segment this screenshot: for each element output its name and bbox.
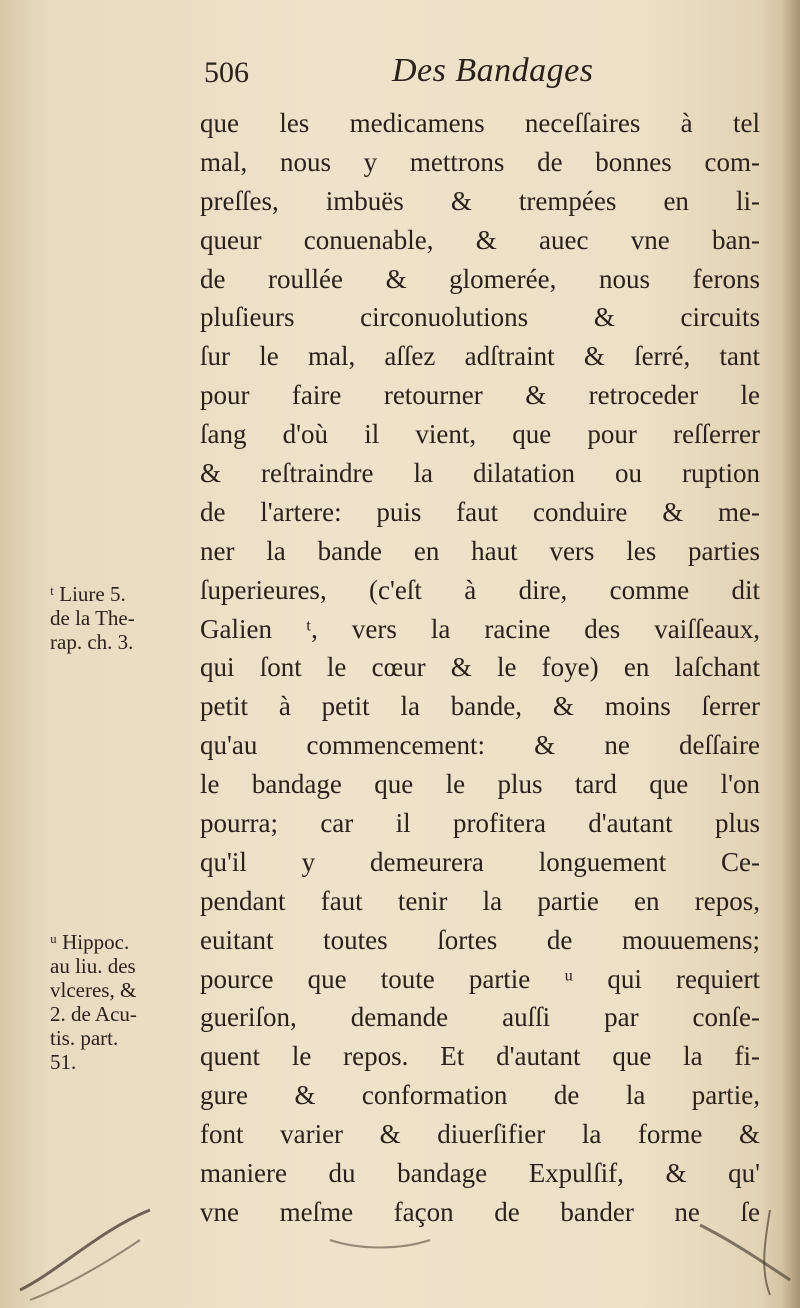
text-line: de roullée & glomerée, nous ferons	[200, 263, 760, 294]
text-line: queur conuenable, & auec vne ban-	[200, 224, 760, 255]
margin-note-u	[50, 930, 137, 1074]
text-line: gure & conformation de la partie,	[200, 1080, 760, 1111]
text-line: petit à petit la bande, & moins ſerrer	[200, 691, 760, 722]
margin-note-line: ᵘ Hippoc.	[50, 930, 130, 954]
margin-note-line: ᵗ Liure 5.	[50, 582, 126, 606]
text-line: quent le repos. Et d'autant que la fi-	[200, 1041, 760, 1072]
text-line: ſur le mal, aſſez adſtraint & ſerré, tant	[200, 341, 760, 372]
margin-note-t	[50, 582, 135, 654]
page-edge-shadow	[782, 0, 800, 1308]
text-line: ner la bande en haut vers les parties	[200, 535, 760, 566]
margin-note-line: au liu. des	[50, 954, 136, 978]
text-line: maniere du bandage Expulſif, & qu'	[200, 1158, 760, 1189]
text-line: que les medicamens neceſſaires à tel	[200, 108, 760, 138]
text-line: & reſtraindre la dilatation ou ruption	[200, 458, 760, 489]
text-line: pource que toute partie ᵘ qui requiert	[200, 963, 760, 994]
text-line: mal, nous y mettrons de bonnes com-	[200, 146, 760, 177]
text-line: font varier & diuerſifier la forme &	[200, 1119, 760, 1150]
text-line: Galien ᵗ, vers la racine des vaiſſeaux,	[200, 613, 760, 644]
text-line: euitant toutes ſortes de mouuemens;	[200, 924, 760, 955]
running-title: Des Bandages	[392, 52, 594, 89]
text-line: pendant faut tenir la partie en repos,	[200, 885, 760, 916]
margin-note-line: vlceres, &	[50, 978, 137, 1002]
margin-note-line: 51.	[50, 1050, 77, 1074]
body-text	[200, 104, 760, 1232]
margin-note-line: rap. ch. 3.	[50, 630, 134, 654]
text-line: pourra; car il profitera d'autant plus	[200, 808, 760, 839]
text-line: ſang d'où il vient, que pour reſſerrer	[200, 419, 760, 450]
text-line: pour faire retourner & retroceder le	[200, 380, 760, 411]
text-line: preſſes, imbuës & trempées en li-	[200, 185, 760, 216]
margin-note-line: de la The-	[50, 606, 135, 630]
text-line: de l'artere: puis faut conduire & me-	[200, 496, 760, 527]
text-line: pluſieurs circonuolutions & circuits	[200, 302, 760, 333]
page-number: 506	[204, 56, 249, 89]
page-header	[200, 48, 760, 100]
text-line: le bandage que le plus tard que l'on	[200, 769, 760, 800]
ink-scribbles	[0, 1170, 800, 1308]
text-line: gueriſon, demande auſſi par conſe-	[200, 1002, 760, 1033]
margin-note-line: 2. de Acu-	[50, 1002, 137, 1026]
text-line: vne meſme façon de bander ne ſe	[200, 1196, 760, 1227]
text-line: ſuperieures, (c'eſt à dire, comme dit	[200, 574, 760, 605]
text-line: qu'au commencement: & ne deſſaire	[200, 730, 760, 761]
margin-note-line: tis. part.	[50, 1026, 119, 1050]
text-line: qui ſont le cœur & le foye) en laſchant	[200, 652, 760, 683]
text-line: qu'il y demeurera longuement Ce-	[200, 846, 760, 877]
